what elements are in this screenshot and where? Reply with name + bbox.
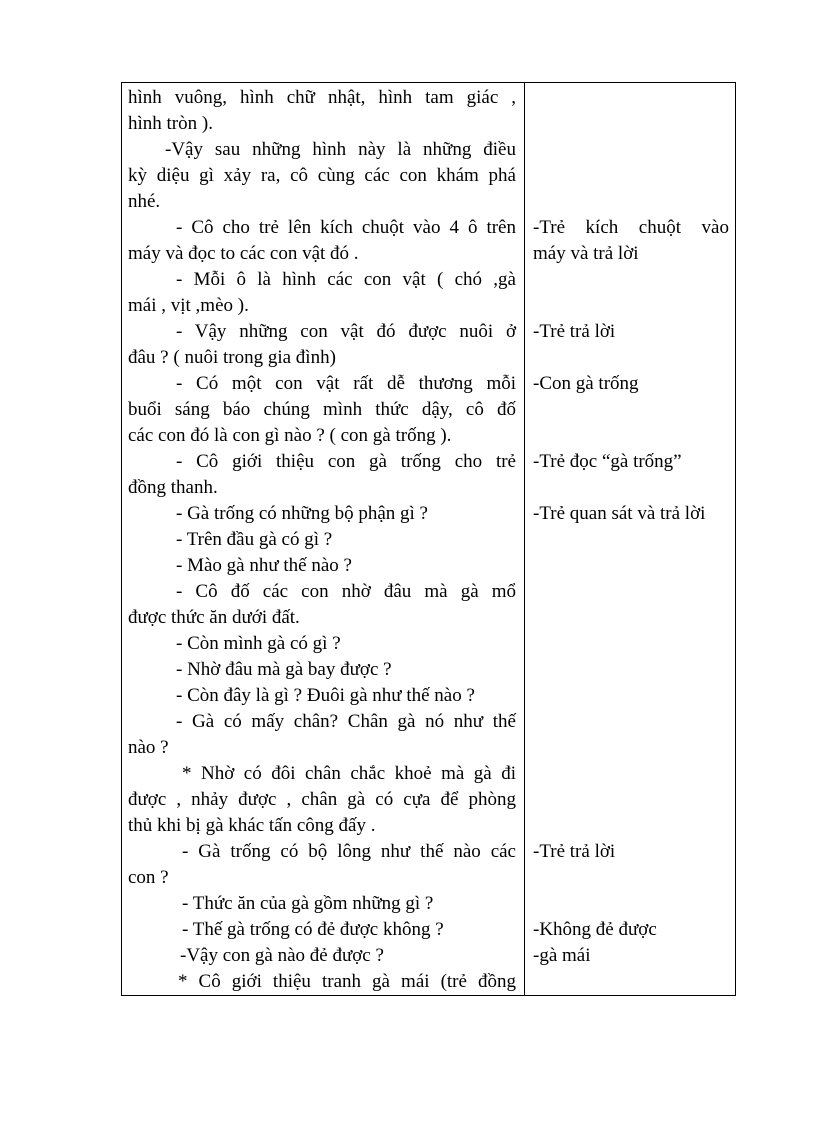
text-line: - Còn đây là gì ? Đuôi gà như thế nào ? xyxy=(176,685,475,706)
text-line: - Mào gà như thế nào ? xyxy=(176,555,352,576)
text-line: con ? xyxy=(128,867,169,888)
child-activity-column xyxy=(525,83,735,995)
text-line: - Mỗi ô là hình các con vật ( chó ,gà xyxy=(176,269,516,290)
text-line: * Nhờ có đôi chân chắc khoẻ mà gà đi xyxy=(182,763,516,784)
text-line: -Con gà trống xyxy=(533,373,639,394)
text-line: máy và trả lời xyxy=(533,243,639,264)
text-line: -Không đẻ được xyxy=(533,919,657,940)
text-line: - Vậy những con vật đó được nuôi ở xyxy=(176,321,516,342)
text-line: đâu ? ( nuôi trong gia đình) xyxy=(128,347,336,368)
teacher-activity-column xyxy=(122,83,525,995)
text-line: -Trẻ trả lời xyxy=(533,841,616,862)
text-line: mái , vịt ,mèo ). xyxy=(128,295,249,316)
text-line: - Gà trống có bộ lông như thế nào các xyxy=(182,841,516,862)
text-line: - Thức ăn của gà gồm những gì ? xyxy=(182,893,434,914)
text-line: -Vậy sau những hình này là những điều xyxy=(165,139,516,160)
text-line: buổi sáng báo chúng mình thức dậy, cô đố xyxy=(128,399,516,420)
text-line: nào ? xyxy=(128,737,169,758)
text-line: - Cô đố các con nhờ đâu mà gà mổ xyxy=(176,581,516,602)
text-line: thủ khi bị gà khác tấn công đấy . xyxy=(128,815,376,836)
activity-table xyxy=(121,82,736,996)
text-line: máy và đọc to các con vật đó . xyxy=(128,243,359,264)
text-line: nhé. xyxy=(128,191,161,212)
text-line: - Có một con vật rất dễ thương mỗi xyxy=(176,373,516,394)
text-line: kỳ diệu gì xảy ra, cô cùng các con khám phá xyxy=(128,165,516,186)
text-line: - Gà trống có những bộ phận gì ? xyxy=(176,503,428,524)
text-line: đồng thanh. xyxy=(128,477,218,498)
text-line: * Cô giới thiệu tranh gà mái (trẻ đồng xyxy=(178,971,516,992)
text-line: hình tròn ). xyxy=(128,113,213,134)
text-line: -Trẻ kích chuột vào xyxy=(533,217,729,238)
text-line: -Trẻ đọc “gà trống” xyxy=(533,451,682,472)
text-line: các con đó là con gì nào ? ( con gà trống ). xyxy=(128,425,452,446)
text-line: hình vuông, hình chữ nhật, hình tam giác , xyxy=(128,87,516,108)
text-line: -Vậy con gà nào đẻ được ? xyxy=(180,945,384,966)
text-line: - Nhờ đâu mà gà bay được ? xyxy=(176,659,392,680)
text-line: - Cô giới thiệu con gà trống cho trẻ xyxy=(176,451,516,472)
text-line: - Trên đầu gà có gì ? xyxy=(176,529,333,550)
text-line: - Gà có mấy chân? Chân gà nó như thế xyxy=(176,711,516,732)
text-line: - Còn mình gà có gì ? xyxy=(176,633,341,654)
text-line: được thức ăn dưới đất. xyxy=(128,607,300,628)
text-line: - Cô cho trẻ lên kích chuột vào 4 ô trên xyxy=(176,217,516,238)
text-line: -Trẻ trả lời xyxy=(533,321,616,342)
text-line: -gà mái xyxy=(533,945,591,966)
text-line: - Thế gà trống có đẻ được không ? xyxy=(182,919,444,940)
text-line: được , nhảy được , chân gà có cựa để phòng xyxy=(128,789,516,810)
text-line: -Trẻ quan sát và trả lời xyxy=(533,503,706,524)
